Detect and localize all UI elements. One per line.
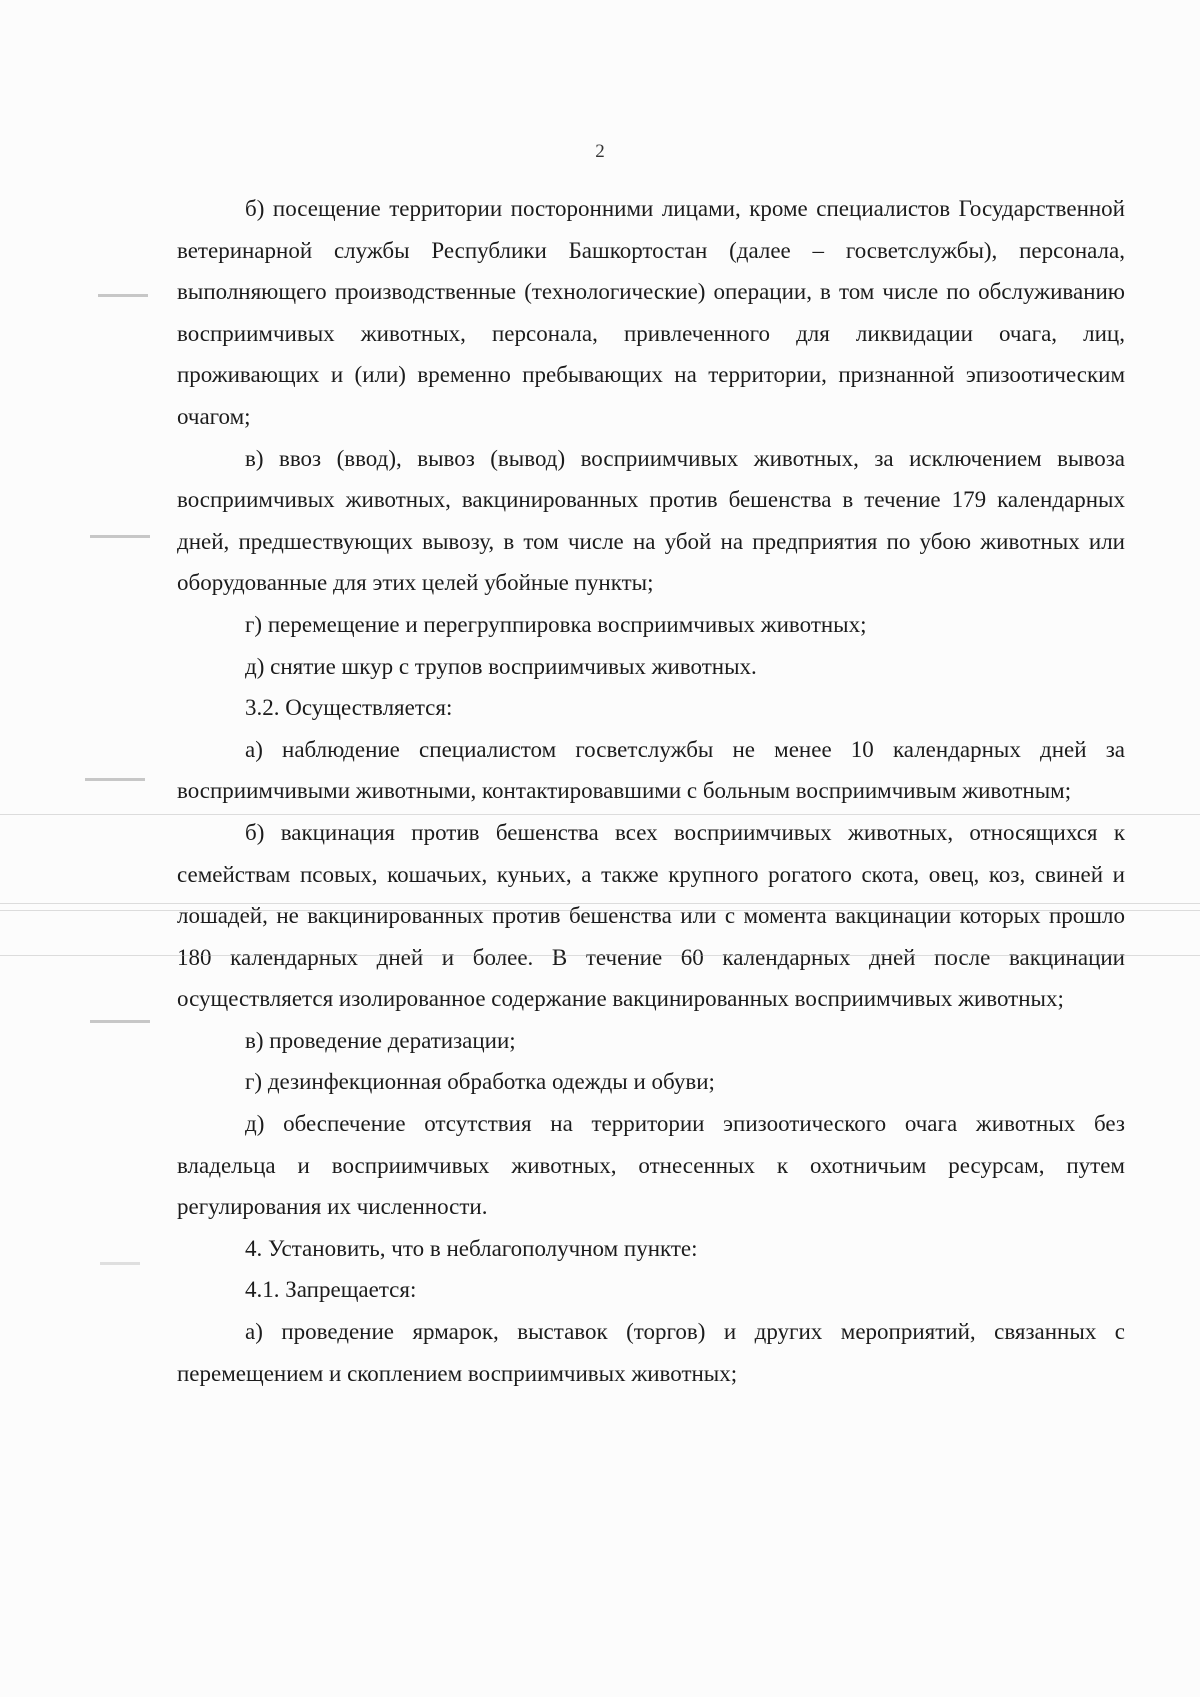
- paragraph: а) проведение ярмарок, выставок (торгов) и других мероприятий, связанных с перемещением и скоплением восприимчивых животных;: [177, 1319, 1125, 1386]
- margin-smudge: [98, 294, 148, 297]
- paragraph: г) дезинфекционная обработка одежды и обуви;: [245, 1069, 715, 1095]
- scan-artifact-line: [0, 955, 1200, 956]
- margin-smudge: [85, 778, 145, 781]
- scan-artifact-line: [0, 814, 1200, 815]
- margin-smudge: [90, 1020, 150, 1023]
- section-heading: 4. Установить, что в неблагополучном пункте:: [245, 1235, 698, 1261]
- scan-artifact-line: [0, 903, 1200, 904]
- page-number: 2: [595, 141, 605, 162]
- scan-artifact-line: [0, 910, 1200, 911]
- margin-smudge: [90, 535, 150, 538]
- document-body: [177, 188, 1125, 1394]
- paragraph: б) вакцинация против бешенства всех восприимчивых животных, относящихся к семействам псовых, кошачьих, куньих, а также крупного рогатого скота, овец, коз, свиней и лошадей, не вакцинированных против бешенства или с момента вакцинации которых прошло 180 календарных дней и более. В течение 60 календарных дней после вакцинации осуществляется изолированное содержание вакцинированных восприимчивых животных;: [177, 819, 1125, 1012]
- paragraph: а) наблюдение специалистом госветслужбы не менее 10 календарных дней за восприимчивыми животными, контактировавшими с больным восприимчивым животным;: [177, 736, 1125, 804]
- paragraph: д) обеспечение отсутствия на территории эпизоотического очага животных без владельца и восприимчивых животных, отнесенных к охотничьим ресурсам, путем регулирования их численности.: [177, 1111, 1125, 1220]
- margin-smudge: [100, 1262, 140, 1265]
- paragraph: д) снятие шкур с трупов восприимчивых животных.: [245, 653, 757, 679]
- paragraph: г) перемещение и перегруппировка восприимчивых животных;: [245, 611, 867, 637]
- section-heading: 3.2. Осуществляется:: [245, 695, 453, 721]
- section-heading: 4.1. Запрещается:: [245, 1277, 417, 1303]
- paragraph: б) посещение территории посторонними лицами, кроме специалистов Государственной ветеринарной службы Республики Башкортостан (далее – госветслужбы), персонала, выполняющего производственные (технологические) операции, в том числе по обслуживанию восприимчивых животных, персонала, привлеченного для ликвидации очага, лиц, проживающих и (или) временно пребывающих на территории, признанной эпизоотическим очагом;: [177, 196, 1125, 429]
- paragraph: в) проведение дератизации;: [245, 1027, 516, 1053]
- paragraph: в) ввоз (ввод), вывоз (вывод) восприимчивых животных, за исключением вывоза восприимчивых животных, вакцинированных против бешенства в течение 179 календарных дней, предшествующих вывозу, в том числе на убой на предприятия по убою животных или оборудованные для этих целей убойные пункты;: [177, 445, 1125, 596]
